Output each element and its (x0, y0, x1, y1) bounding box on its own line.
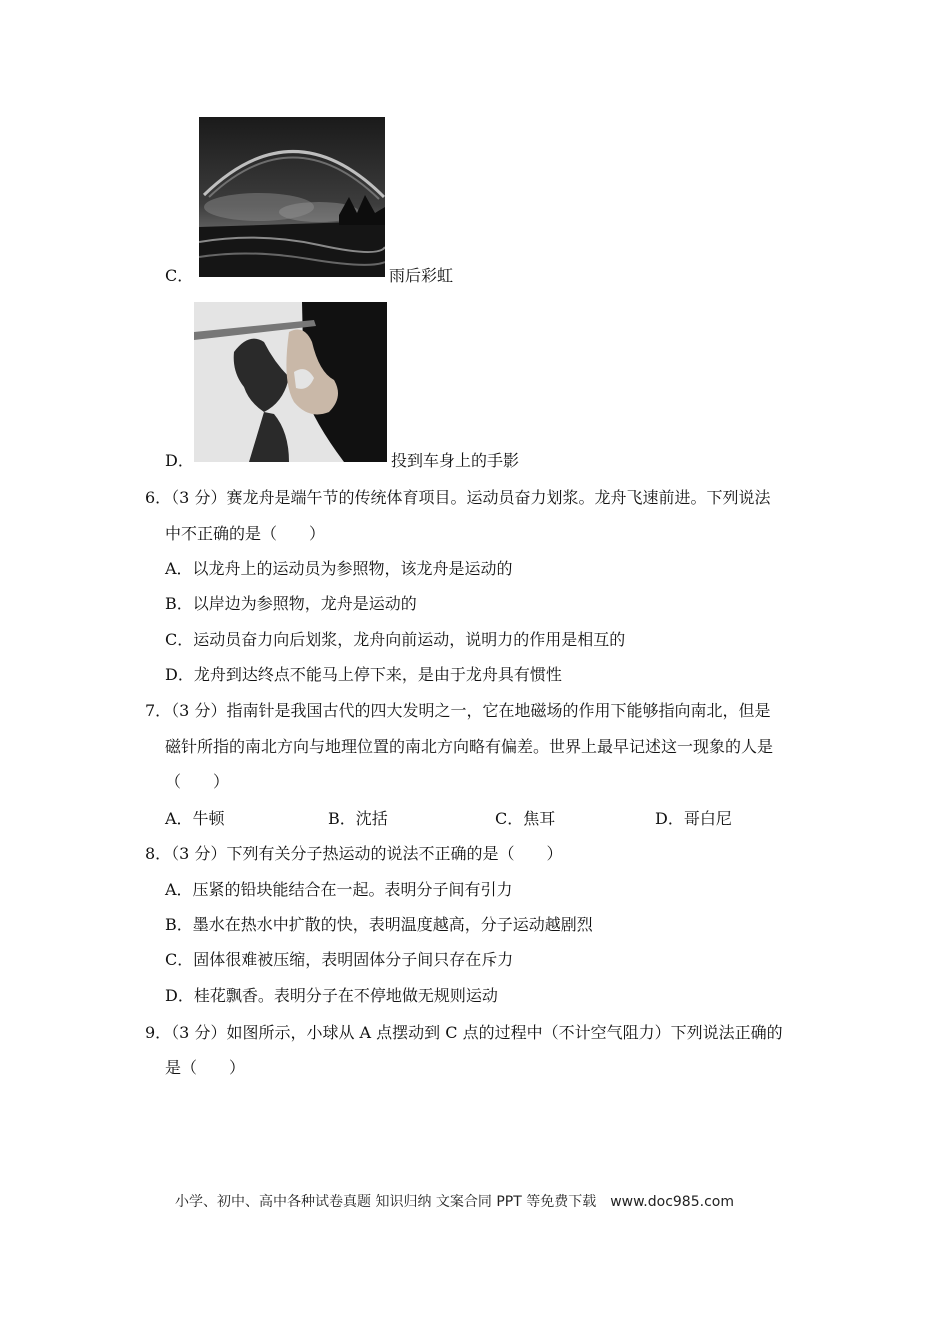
q8-option-c: C．固体很难被压缩，表明固体分子间只存在斥力 (165, 950, 514, 969)
page-footer: 小学、初中、高中各种试卷真题 知识归纳 文案合同 PPT 等免费下载 www.doc985.com (175, 1194, 734, 1210)
option-d-caption: 投到车身上的手影 (391, 451, 520, 470)
q9-stem-line1: 9．（3 分）如图所示，小球从 A 点摆动到 C 点的过程中（不计空气阻力）下列说法正确的 (145, 1023, 783, 1042)
q7-stem-line3: （ ） (165, 772, 230, 791)
q6-option-c: C．运动员奋力向后划浆，龙舟向前运动，说明力的作用是相互的 (165, 630, 626, 649)
q6-stem-line1: 6．（3 分）赛龙舟是端午节的传统体育项目。运动员奋力划浆。龙舟飞速前进。下列说法 (145, 488, 771, 507)
option-c-letter: C． (165, 266, 194, 285)
q9-stem-line2: 是（ ） (165, 1058, 246, 1077)
q8-option-a: A．压紧的铅块能结合在一起。表明分子间有引力 (165, 880, 513, 899)
option-d-letter: D． (165, 451, 194, 470)
q8-stem: 8．（3 分）下列有关分子热运动的说法不正确的是（ ） (145, 844, 563, 863)
q7-option-a: A．牛顿 (165, 809, 225, 828)
hand-shadow-photo (194, 302, 387, 462)
q7-stem-line1: 7．（3 分）指南针是我国古代的四大发明之一，它在地磁场的作用下能够指向南北，但是 (145, 701, 771, 720)
q7-option-b: B．沈括 (328, 809, 388, 828)
option-c-caption: 雨后彩虹 (389, 266, 454, 285)
q7-option-d: D．哥白尼 (655, 809, 732, 828)
q6-option-a: A．以龙舟上的运动员为参照物，该龙舟是运动的 (165, 559, 513, 578)
q6-option-d: D．龙舟到达终点不能马上停下来，是由于龙舟具有惯性 (165, 665, 562, 684)
rainbow-photo (199, 117, 385, 277)
q8-option-b: B．墨水在热水中扩散的快，表明温度越高，分子运动越剧烈 (165, 915, 593, 934)
q8-option-d: D．桂花飘香。表明分子在不停地做无规则运动 (165, 986, 498, 1005)
q7-stem-line2: 磁针所指的南北方向与地理位置的南北方向略有偏差。世界上最早记述这一现象的人是 (165, 737, 774, 756)
q6-stem-line2: 中不正确的是（ ） (165, 524, 326, 543)
q7-option-c: C．焦耳 (495, 809, 556, 828)
q6-option-b: B．以岸边为参照物，龙舟是运动的 (165, 594, 417, 613)
